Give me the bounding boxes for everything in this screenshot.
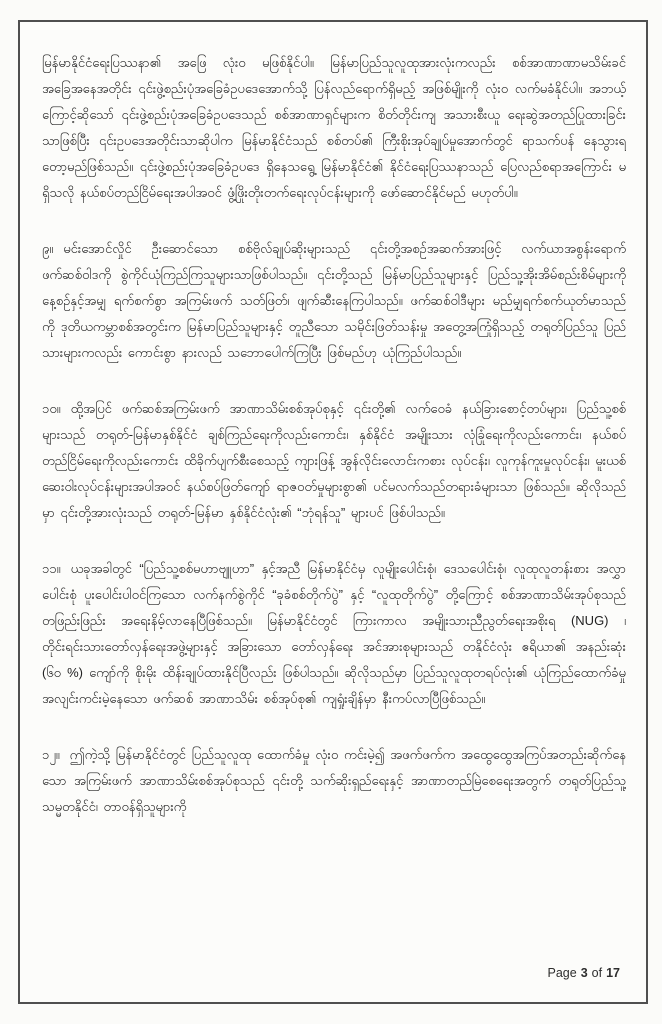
paragraph-2 [42, 396, 626, 526]
footer-total-pages: 17 [606, 966, 620, 980]
paragraph-number: ၁၀။ [42, 401, 61, 416]
footer-current-page: 3 [580, 966, 588, 980]
paragraph-3 [42, 556, 626, 712]
paragraph-text: ဤကဲ့သို့ မြန်မာနိုင်ငံတွင် ပြည်သူလူထု ထောက်ခံမှု လုံး၀ ကင်းမဲ့၍ အဖက်ဖက်က အထွေထွေအကြပ်အတည်းဆိုက်နေသော အကြမ်းဖက် အာဏာသိမ်းစစ်အုပ်စုသည် ၎င်းတို့ သက်ဆိုးရှည်ရေးနှင့် အာဏာတည်မြဲစေရေးအတွက် တရုတ်ပြည်သူ့သမ္မတနိုင်ငံ၊ တာဝန်ရှိသူများကို [42, 747, 626, 814]
paragraph-text: မင်းအောင်လှိုင် ဦးဆောင်သော စစ်ဗိုလ်ချုပ်ဆိုးများသည် ၎င်းတို့အစဉ်အဆက်အားဖြင့် လက်ယာအစွန်းရောက် ဖက်ဆစ်ဝါဒကို စွဲကိုင်ယုံကြည်ကြသူများသာဖြစ်ပါသည်။ ၎င်းတို့သည် မြန်မာပြည်သူများနှင့် ပြည်သူ့အိုးအိမ်စည်းစိမ်များကို နေ့စဉ်နှင့်အမျှ ရက်စက်စွာ အကြမ်းဖက် သတ်ဖြတ်၊ ဖျက်ဆီးနေကြပါသည်။ ဖက်ဆစ်ဝါဒီများ မည်မျှရက်စက်ယုတ်မာသည်ကို ဒုတိယကမ္ဘာစစ်အတွင်းက မြန်မာပြည်သူများနှင့် တူညီသော သမိုင်းဖြတ်သန်းမှု အတွေ့အကြုံရှိသည့် တရုတ်ပြည်သူ ပြည်သားများကလည်း ကောင်းစွာ နားလည် သဘောပေါက်ကြပြီး ဖြစ်မည်ဟု ယုံကြည်ပါသည်။ [42, 241, 626, 360]
paragraph-1 [42, 236, 626, 366]
page-border-frame [18, 20, 648, 1004]
page-number-footer [548, 966, 621, 980]
document-body [42, 50, 626, 950]
paragraph-number: ၁၂။ [42, 747, 60, 762]
footer-of-label: of [591, 966, 603, 980]
paragraph-text: မြန်မာနိုင်ငံရေးပြဿနာ၏ အဖြေ လုံး၀ မဖြစ်နိုင်ပါ။ မြန်မာပြည်သူလူထုအားလုံးကလည်း စစ်အာဏာဏာမသိမ်းခင် အခြေအနေအတိုင်း ၎င်းဖွဲ့စည်းပုံအခြေခံဥပဒေအောက်သို့ ပြန်လည်ရောက်ရှိမည့် အဖြစ်မျိုးကို လုံး၀ လက်မခံနိုင်ပါ။ အဘယ့်ကြောင့်ဆိုသော် ၎င်းဖွဲ့စည်းပုံအခြေခံဥပဒေသည် စစ်အာဏာရှင်များက စိတ်တိုင်းကျ အသားစီးယူ ရေးဆွဲအတည်ပြုထားခြင်းသာဖြစ်ပြီး ၎င်းဥပဒေအတိုင်းသာဆိုပါက မြန်မာနိုင်ငံသည် စစ်တပ်၏ ကြီးစိုးအုပ်ချုပ်မှုအောက်တွင် ရာသက်ပန် နေသွားရတော့မည်ဖြစ်သည်။ ၎င်းဖွဲ့စည်းပုံအခြေခံဥပဒေ ရှိနေသရွေ့ မြန်မာနိုင်ငံ၏ နိုင်ငံရေးပြဿနာသည် ပြေလည်စရာအကြောင်း မရှိသလို နယ်စပ်တည်ငြိမ်ရေးအပါအဝင် ဖွံ့ဖြိုးတိုးတက်ရေးလုပ်ငန်းများကို ဖော်ဆောင်နိုင်မည် မဟုတ်ပါ။ [42, 55, 626, 200]
paragraph-number: ၉။ [42, 241, 54, 256]
paragraph-text: ထို့အပြင် ဖက်ဆစ်အကြမ်းဖက် အာဏာသိမ်းစစ်အုပ်စုနှင့် ၎င်းတို့၏ လက်ဝေခံ နယ်ခြားစောင့်တပ်များ၊ ပြည်သူ့စစ်များသည် တရုတ်-မြန်မာနှစ်နိုင်ငံ ချစ်ကြည်ရေးကိုလည်းကောင်း၊ နှစ်နိုင်ငံ အမျိုးသား လုံခြုံရေးကိုလည်းကောင်း၊ နယ်စပ် တည်ငြိမ်ရေးကိုလည်းကောင်း ထိခိုက်ပျက်စီးစေသည့် ကျားဖြန့် အွန်လိုင်းလောင်းကစား လုပ်ငန်း၊ လူကုန်ကူးမှုလုပ်ငန်း၊ မူးယစ်ဆေးဝါးလုပ်ငန်းများအပါအဝင် နယ်စပ်ဖြတ်ကျော် ရာဇဝတ်မှုများစွာ၏ ပင်မလက်သည်တရားခံများသာ ဖြစ်သည်။ ဆိုလိုသည်မှာ ၎င်းတို့အားလုံးသည် တရုတ်-မြန်မာ နှစ်နိုင်ငံလုံး၏ “ဘုံရန်သူ” များပင် ဖြစ်ပါသည်။ [42, 401, 626, 520]
paragraph-text: ယခုအခါတွင် “ပြည်သူ့စစ်မဟာဗျူဟာ” နှင့်အညီ မြန်မာနိုင်ငံမှ လူမျိုးပေါင်းစုံ၊ ဒေသပေါင်းစုံ၊ လူထုလူတန်းစား အလွှာပေါင်းစုံ ပူးပေါင်းပါဝင်ကြသော လက်နက်စွဲကိုင် “ခုခံစစ်တိုက်ပွဲ” နှင့် “လူထုတိုက်ပွဲ” တို့ကြောင့် စစ်အာဏာသိမ်းအုပ်စုသည် တဖြည်းဖြည်း အရေးနိမ့်လာနေပြီဖြစ်သည်။ မြန်မာနိုင်ငံတွင် ကြားကာလ အမျိုးသားညီညွတ်ရေးအစိုးရ (NUG) ၊ တိုင်းရင်းသားတော်လှန်ရေးအဖွဲ့များနှင့် အခြားသော တော်လှန်ရေး အင်အားစုများသည် တနိုင်ငံလုံး ဧရိယာ၏ အနည်းဆုံး (၆၀ %) ကျော်ကို စိုးမိုး ထိန်းချုပ်ထားနိုင်ပြီလည်း ဖြစ်ပါသည်။ ဆိုလိုသည်မှာ ပြည်သူလူထုတရပ်လုံး၏ ယုံကြည်ထောက်ခံမှု အလျင်းကင်းမဲ့နေသော ဖက်ဆစ် အာဏာသိမ်း စစ်အုပ်စု၏ ကျရှုံးချိန်မှာ နီးကပ်လာပြီဖြစ်သည်။ [42, 561, 626, 706]
paragraph-number: ၁၁။ [42, 561, 61, 576]
paragraph-0 [42, 50, 626, 206]
paragraph-4 [42, 742, 626, 820]
footer-page-label: Page [547, 966, 577, 980]
